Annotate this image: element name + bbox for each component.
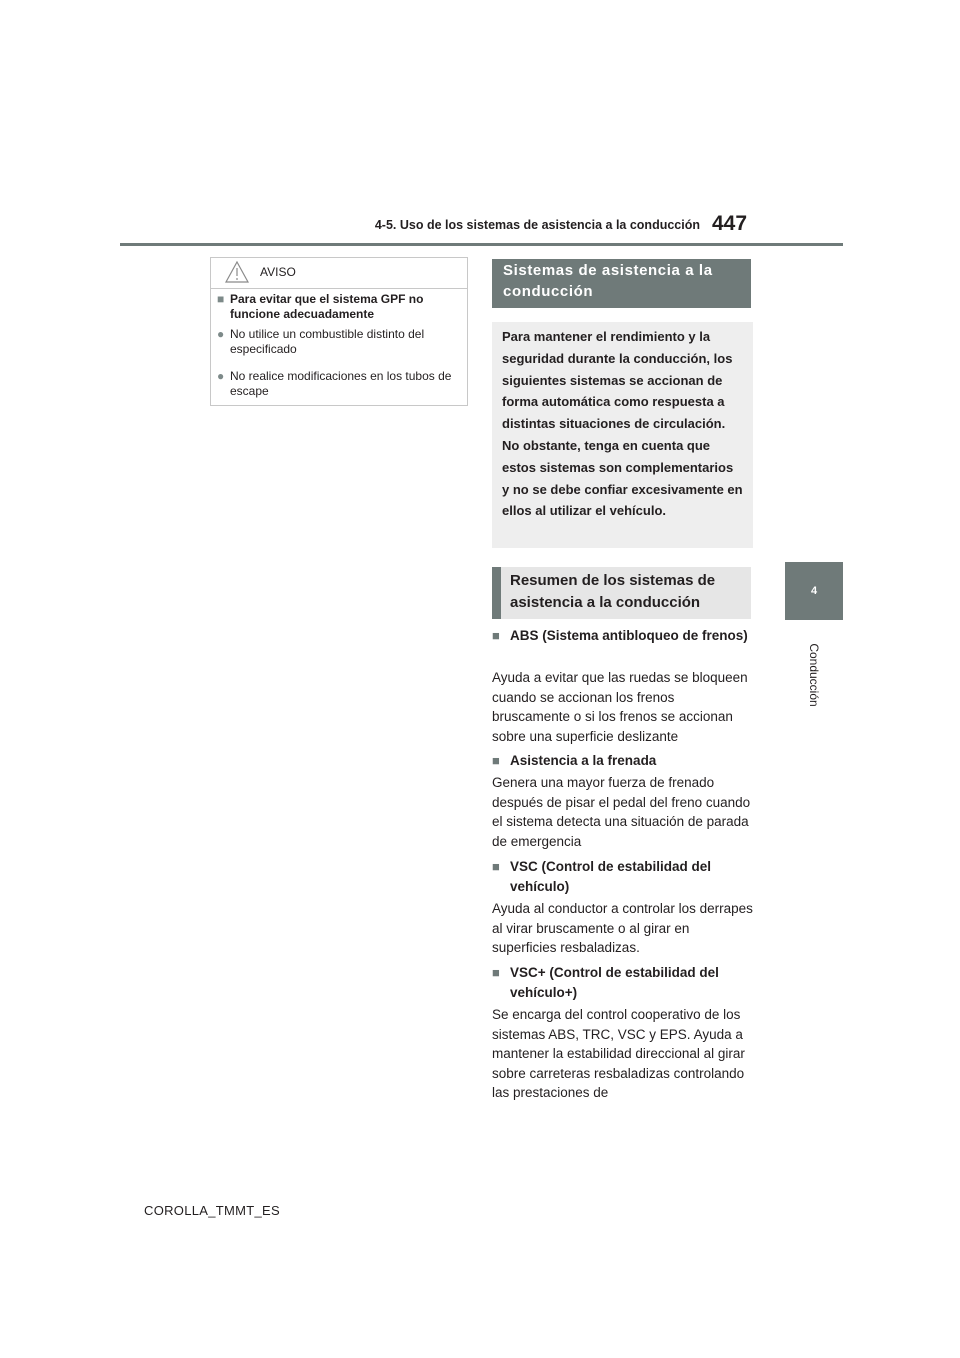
intro-box: Para mantener el rendimiento y la seguridad durante la conducción, los siguientes sistemas se accionan de forma automática como respuesta a distintas situaciones de circulación. No obstante, tenga en cuenta que estos sistemas son complementarios y no se debe confiar excesivamente en ellos al utilizar el vehículo. [492,322,753,548]
warning-bullet [217,327,457,357]
warning-bullet [217,369,457,399]
item-title-text: VSC (Control de estabilidad del vehículo) [510,859,712,894]
warning-triangle-icon [225,261,249,283]
square-bullet-icon: ■ [492,965,500,980]
item-title-text: Asistencia a la frenada [510,753,657,768]
square-bullet-icon: ■ [492,753,500,768]
item-text: Ayuda al conductor a controlar los derrapes al virar bruscamente o al girar en superficies resbaladizas. [492,901,753,956]
running-header: 4-5. Uso de los sistemas de asistencia a la conducción [374,218,700,232]
item-title [492,857,754,897]
subsection-title: Resumen de los sistemas de asistencia a la conducción [492,567,751,619]
document-code: COROLLA_TMMT_ES [144,1203,280,1218]
item-text: Ayuda a evitar que las ruedas se bloqueen cuando se accionan los frenos bruscamente o si los frenos se accionan sobre una superficie deslizante [492,670,748,744]
square-bullet-icon: ■ [492,628,500,643]
square-bullet-icon: ■ [217,292,225,306]
header-rule [120,243,843,246]
item-title-text: ABS (Sistema antibloqueo de frenos) [510,628,748,643]
warning-header [211,258,467,289]
item-title [492,751,754,771]
item-title-text: VSC+ (Control de estabilidad del vehículo+) [510,965,719,1000]
circle-bullet-icon: ● [217,327,225,341]
warning-box [210,257,468,406]
item-title [492,626,754,646]
chapter-label [806,630,822,720]
item-text: Genera una mayor fuerza de frenado después de pisar el pedal del freno cuando el sistema detecta una situación de parada de emergencia [492,775,751,849]
warning-bullet-text: No realice modificaciones en los tubos de escape [230,369,452,398]
page-number: 447 [712,212,748,235]
warning-heading [217,292,457,322]
chapter-tab: 4 [785,562,843,620]
item-text: Se encarga del control cooperativo de los sistemas ABS, TRC, VSC y EPS. Ayuda a mantener la estabilidad direccional al girar sobre carreteras resbaladizas controlando las prestaciones de [492,1007,745,1101]
circle-bullet-icon: ● [217,369,225,383]
warning-bullet-text: No utilice un combustible distinto del especificado [230,327,425,356]
section-title: Sistemas de asistencia a la conducción [492,259,751,308]
warning-heading-text: Para evitar que el sistema GPF no funcione adecuadamente [230,292,424,321]
square-bullet-icon: ■ [492,859,500,874]
chapter-label-text: Conducción [807,643,821,707]
warning-label: AVISO [260,265,296,279]
item-title [492,963,754,1003]
